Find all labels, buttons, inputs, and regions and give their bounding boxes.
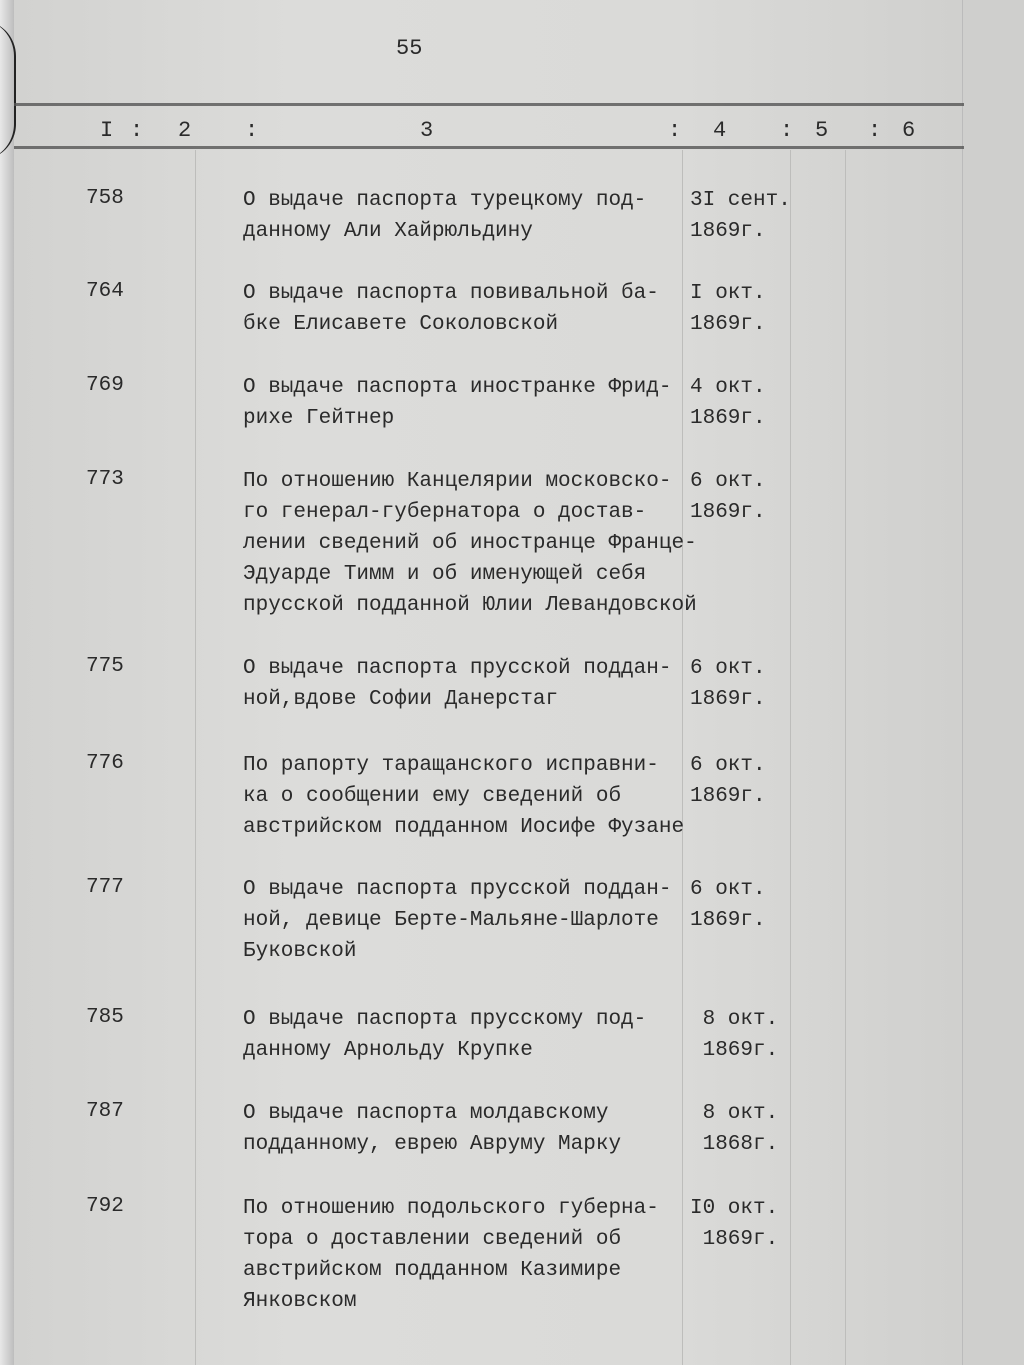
entry-text-line: ной,вдове Софии Данерстаг xyxy=(243,688,559,711)
entry-date: 6 окт. xyxy=(690,754,766,777)
entry-date: 1869г. xyxy=(690,1228,779,1251)
entry-text-line: рихе Гейтнер xyxy=(243,407,395,430)
entry-text-line: О выдаче паспорта молдавскому xyxy=(243,1102,609,1125)
column-divider xyxy=(790,150,791,1365)
header-top-rule xyxy=(14,103,964,106)
entry-number: 777 xyxy=(86,876,124,899)
column-header-1: I xyxy=(100,118,114,143)
entry-number: 758 xyxy=(86,187,124,210)
entry-text-line: Буковской xyxy=(243,940,357,963)
entry-date: 6 окт. xyxy=(690,470,766,493)
entry-number: 773 xyxy=(86,468,124,491)
entry-text-line: О выдаче паспорта прусскому под- xyxy=(243,1008,647,1031)
entry-text-line: данному Али Хайрюльдину xyxy=(243,220,533,243)
entry-text-line: О выдаче паспорта прусской поддан- xyxy=(243,878,672,901)
page-binding-edge xyxy=(0,0,14,1365)
column-header-2: 2 xyxy=(178,118,192,143)
entry-date: 4 окт. xyxy=(690,376,766,399)
entry-date: 6 окт. xyxy=(690,878,766,901)
entry-number: 792 xyxy=(86,1195,124,1218)
column-header-6: 6 xyxy=(902,118,916,143)
column-divider xyxy=(682,150,683,1365)
entry-text-line: прусской подданной Юлии Левандовской xyxy=(243,594,697,617)
entry-text-line: данному Арнольду Крупке xyxy=(243,1039,533,1062)
entry-text-line: подданному, еврею Авруму Марку xyxy=(243,1133,622,1156)
entry-date: 1869г. xyxy=(690,407,766,430)
entry-text-line: Эдуарде Тимм и об именующей себя xyxy=(243,563,647,586)
entry-text-line: О выдаче паспорта турецкому под- xyxy=(243,189,647,212)
entry-number: 785 xyxy=(86,1006,124,1029)
entry-date: 1869г. xyxy=(690,785,766,808)
entry-text-line: По рапорту таращанского исправни- xyxy=(243,754,659,777)
entry-text-line: По отношению Канцелярии московско- xyxy=(243,470,672,493)
page-right-margin xyxy=(962,0,1024,1365)
entry-number: 764 xyxy=(86,280,124,303)
entry-number: 776 xyxy=(86,752,124,775)
column-header-4: 4 xyxy=(713,118,727,143)
entry-number: 787 xyxy=(86,1100,124,1123)
entry-date: I0 окт. xyxy=(690,1197,779,1220)
entry-text-line: австрийском подданном Казимире xyxy=(243,1259,622,1282)
entry-text-line: О выдаче паспорта повивальной ба- xyxy=(243,282,659,305)
header-bottom-rule xyxy=(14,146,964,149)
entry-text-line: О выдаче паспорта иностранке Фрид- xyxy=(243,376,672,399)
entry-text-line: Янковском xyxy=(243,1290,357,1313)
entry-date: 1869г. xyxy=(690,688,766,711)
entry-date: I окт. xyxy=(690,282,766,305)
entry-date: 8 окт. xyxy=(690,1102,779,1125)
column-header-3: 3 xyxy=(420,118,434,143)
entry-text-line: австрийском подданном Иосифе Фузане xyxy=(243,816,685,839)
entry-date: 1869г. xyxy=(690,909,766,932)
entry-number: 769 xyxy=(86,374,124,397)
entry-text-line: ка о сообщении ему сведений об xyxy=(243,785,622,808)
entry-date: 1869г. xyxy=(690,313,766,336)
page-number: 55 xyxy=(396,36,423,61)
entry-date: 3I сент. xyxy=(690,189,791,212)
entry-date: 8 окт. xyxy=(690,1008,779,1031)
entry-date: 1869г. xyxy=(690,1039,779,1062)
column-header-5: 5 xyxy=(815,118,829,143)
entry-number: 775 xyxy=(86,655,124,678)
entry-date: 6 окт. xyxy=(690,657,766,680)
entry-date: 1869г. xyxy=(690,501,766,524)
column-divider xyxy=(195,150,196,1365)
entry-date: 1869г. xyxy=(690,220,766,243)
entry-text-line: По отношению подольского губерна- xyxy=(243,1197,659,1220)
entry-text-line: бке Елисавете Соколовской xyxy=(243,313,559,336)
entry-date: 1868г. xyxy=(690,1133,779,1156)
entry-text-line: лении сведений об иностранце Франце- xyxy=(243,532,697,555)
entry-text-line: тора о доставлении сведений об xyxy=(243,1228,622,1251)
entry-text-line: го генерал-губернатора о достав- xyxy=(243,501,647,524)
column-divider xyxy=(845,150,846,1365)
entry-text-line: ной, девице Берте-Мальяне-Шарлоте xyxy=(243,909,659,932)
entry-text-line: О выдаче паспорта прусской поддан- xyxy=(243,657,672,680)
